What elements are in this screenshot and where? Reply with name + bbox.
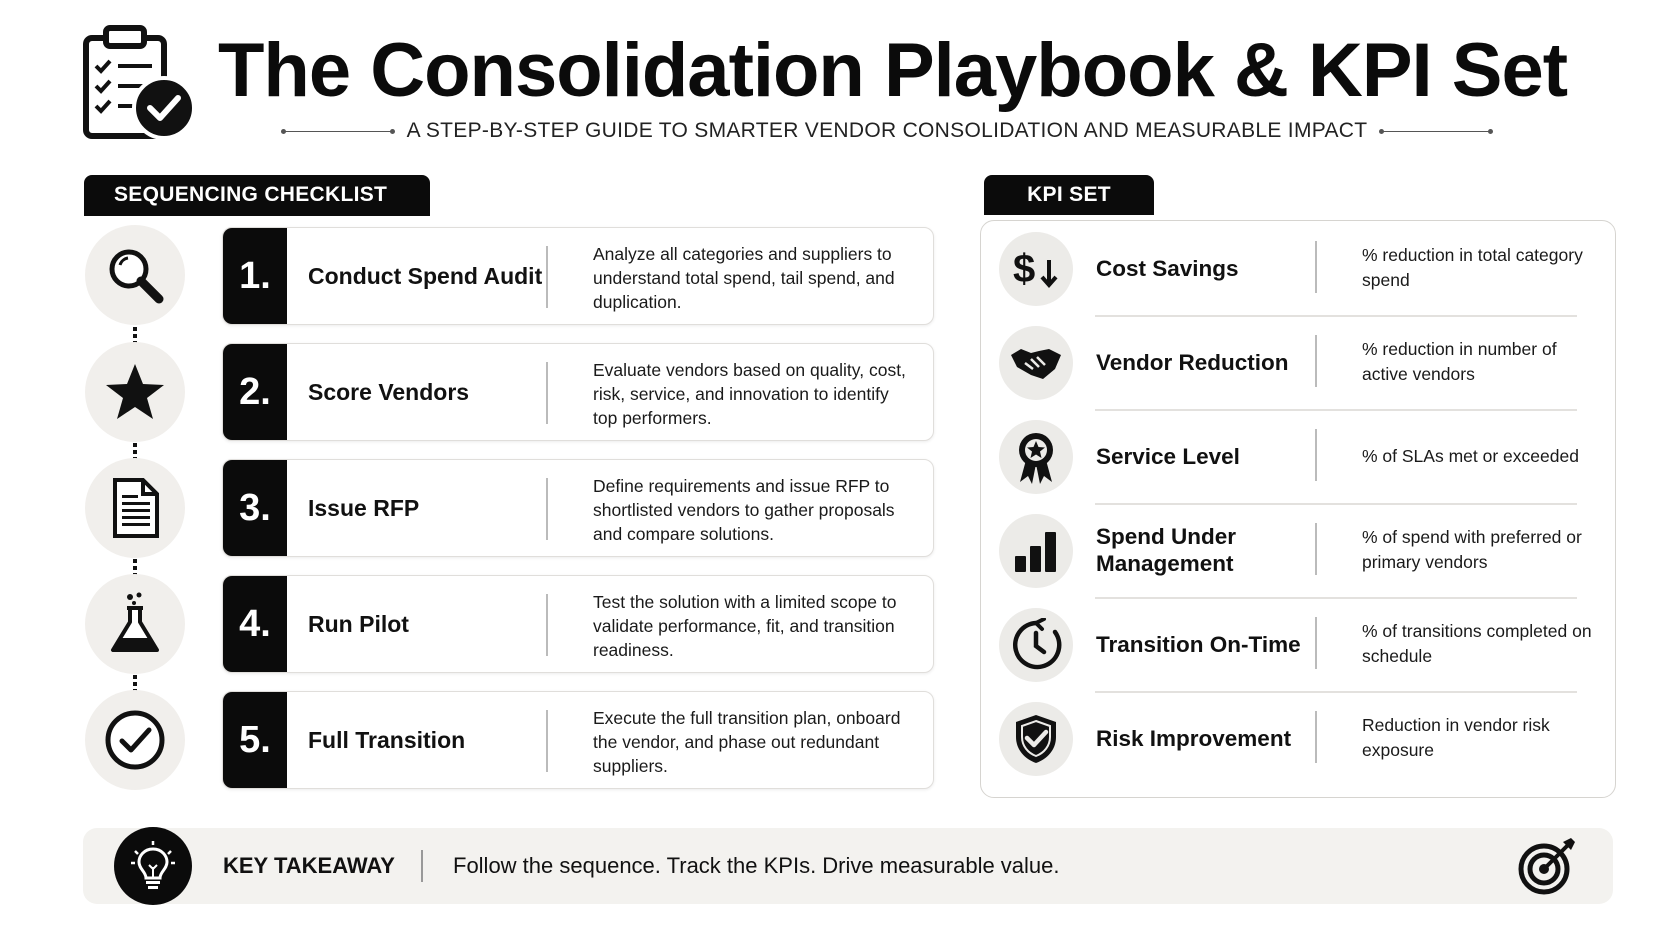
divider [546,362,548,424]
step-title: Issue RFP [308,494,420,521]
step-number: 5. [223,692,287,788]
kpi-description: % reduction in total category spend [1362,245,1583,290]
kpi-row [981,315,1615,409]
award-ribbon-icon [999,420,1073,494]
takeaway-text: Follow the sequence. Track the KPIs. Drive measurable value. [453,853,1060,878]
step-description: Define requirements and issue RFP to shortlisted vendors to gather proposals and compare solutions. [593,476,895,544]
checklist-step [222,575,934,673]
kpi-name: Risk Improvement [1096,725,1292,751]
target-arrow-icon [1513,832,1581,900]
divider [1315,617,1317,669]
kpi-heading: KPI SET [984,175,1154,215]
step-number: 2. [223,344,287,440]
step-description: Execute the full transition plan, onboard the vendor, and phase out redundant suppliers. [593,708,901,776]
divider [1315,335,1317,387]
subtitle-rule-left [283,131,393,132]
divider [546,710,548,772]
kpi-row [981,221,1615,315]
kpi-name: Cost Savings [1096,255,1239,281]
step-description: Analyze all categories and suppliers to understand total spend, tail spend, and duplication. [593,244,895,312]
flask-icon [85,574,185,674]
kpi-row [981,597,1615,691]
checklist-heading-underline [84,214,430,216]
svg-text:$: $ [1013,247,1036,291]
step-number: 1. [223,228,287,324]
step-number: 4. [223,576,287,672]
takeaway-label: KEY TAKEAWAY [223,853,395,878]
clock-icon [999,608,1073,682]
kpi-description: % of spend with preferred or primary vendors [1362,527,1582,572]
page-subtitle: A STEP-BY-STEP GUIDE TO SMARTER VENDOR CONSOLIDATION AND MEASURABLE IMPACT [406,119,1368,142]
kpi-name: Transition On-Time [1096,631,1301,657]
checklist-step [222,691,934,789]
kpi-panel [980,220,1616,798]
divider [546,594,548,656]
kpi-description: % reduction in number of active vendors [1362,339,1557,384]
magnifier-icon [85,225,185,325]
kpi-row [981,409,1615,503]
divider [421,850,423,882]
kpi-name: Spend Under Management [1096,524,1237,576]
kpi-name: Vendor Reduction [1096,349,1289,375]
divider [546,478,548,540]
kpi-name: Service Level [1096,443,1240,469]
page-title: The Consolidation Playbook & KPI Set [218,28,1568,113]
clipboard-checklist-icon [82,22,198,142]
handshake-icon [999,326,1073,400]
checklist-step [222,459,934,557]
shield-check-icon [999,702,1073,776]
divider [1315,429,1317,481]
checklist-step [222,343,934,441]
step-title: Conduct Spend Audit [308,262,543,289]
step-title: Run Pilot [308,610,409,637]
kpi-description: Reduction in vendor risk exposure [1362,715,1550,760]
divider [1315,523,1317,575]
step-number: 3. [223,460,287,556]
kpi-row [981,691,1615,785]
kpi-description: % of SLAs met or exceeded [1362,445,1579,466]
divider [1315,241,1317,293]
subtitle-row [262,116,1512,146]
divider [546,246,548,308]
dollar-down-icon [999,232,1073,306]
lightbulb-icon [114,827,192,905]
subtitle-rule-right [1381,131,1491,132]
check-circle-icon [85,690,185,790]
kpi-description: % of transitions completed on schedule [1362,621,1592,666]
checklist-step [222,227,934,325]
star-icon [85,342,185,442]
bar-chart-icon [999,514,1073,588]
divider [1315,711,1317,763]
key-takeaway-bar [83,828,1613,904]
kpi-row [981,503,1615,597]
checklist-heading: SEQUENCING CHECKLIST [84,175,430,215]
step-title: Score Vendors [308,378,470,405]
document-icon [85,458,185,558]
step-title: Full Transition [308,726,466,753]
step-description: Test the solution with a limited scope to validate performance, fit, and transition readiness. [593,592,897,660]
step-description: Evaluate vendors based on quality, cost, risk, service, and innovation to identify top performers. [593,360,906,428]
